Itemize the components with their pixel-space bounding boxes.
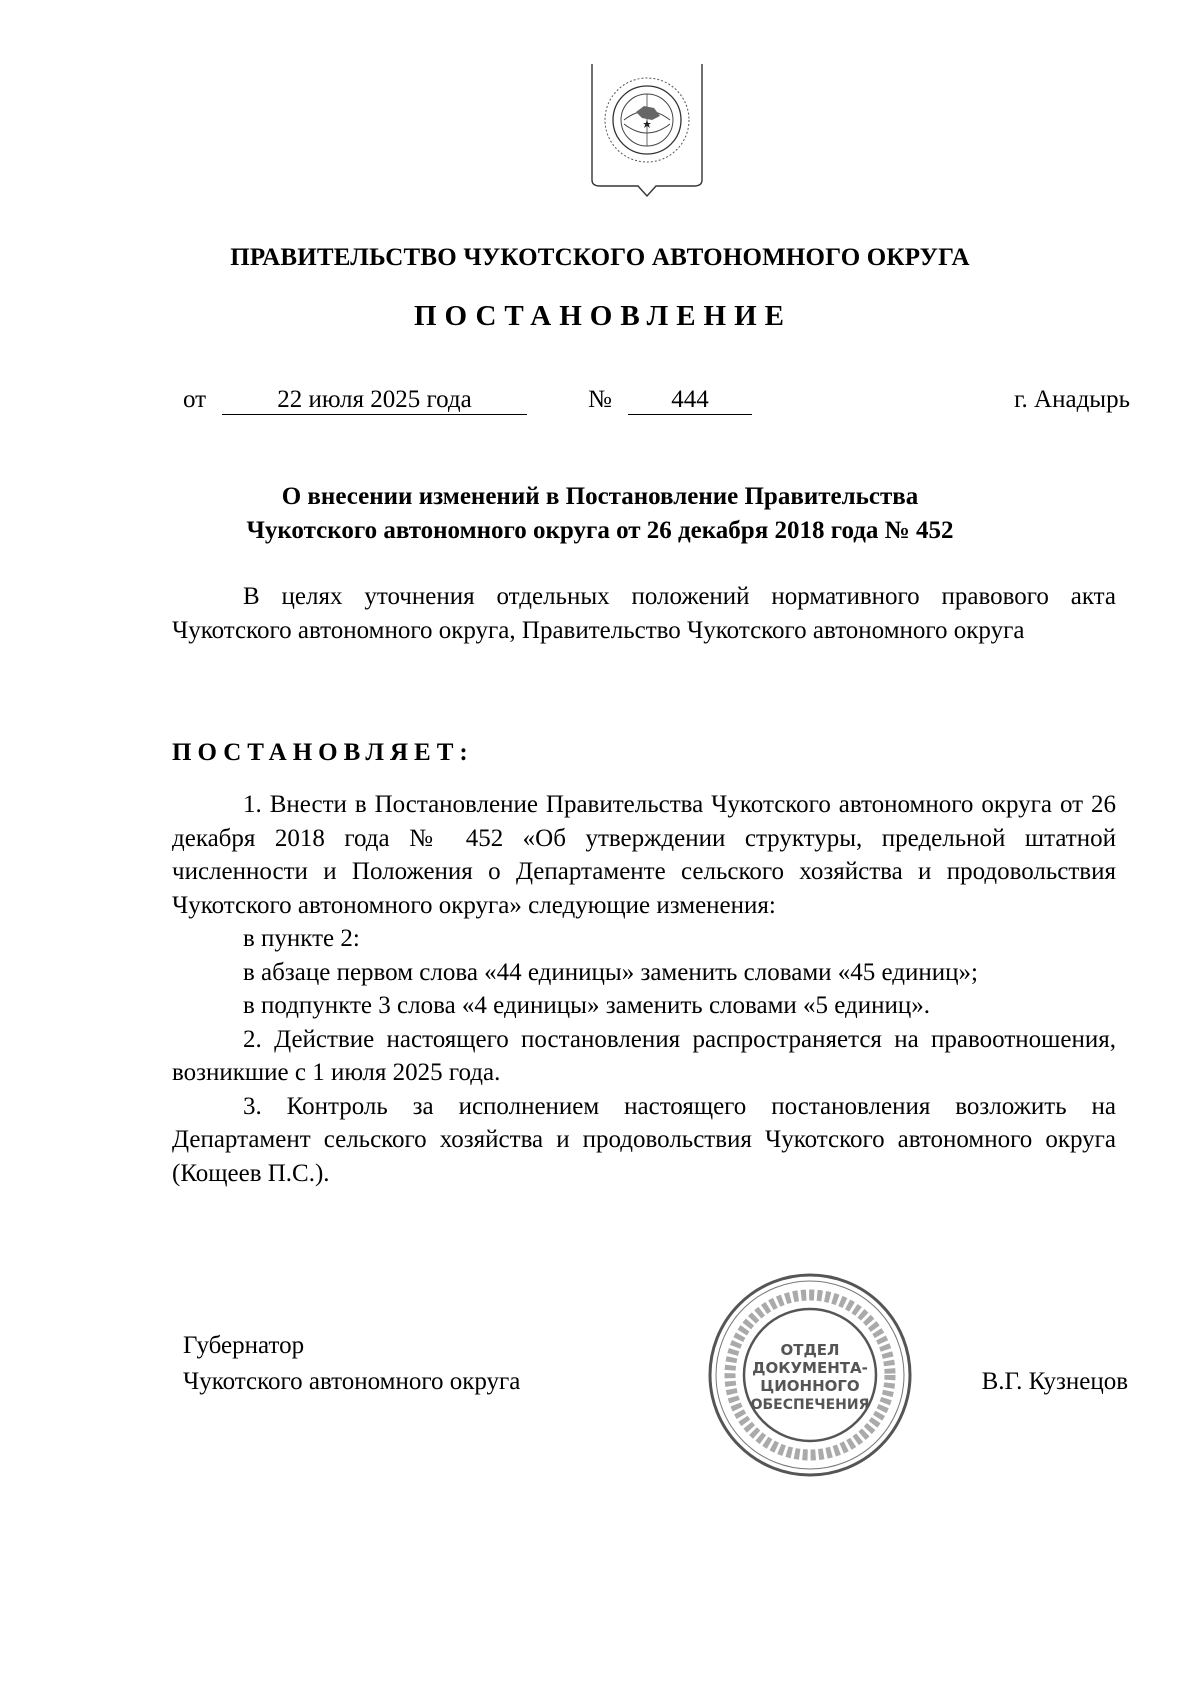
subject-line-2: Чукотского автономного округа от 26 декабря 2018 года № 452 [246, 517, 954, 544]
organization-header: ПРАВИТЕЛЬСТВО ЧУКОТСКОГО АВТОНОМНОГО ОКРУГА [230, 244, 970, 271]
item-1-paragraph: 1. Внести в Постановление Правительства Чукотского автономного округа от 26 декабря 2018 года № 452 «Об утверждении структуры, предельной штатной численности и Положения о Департаменте сельского хозяйства и продовольствия Чукотского автономного округа» следующие изменения: [172, 791, 1116, 919]
item-3-paragraph: 3. Контроль за исполнением настоящего постановления возложить на Департамент сельского хозяйства и продовольствия Чукотского автономного округа (Кощеев П.С.). [172, 1092, 1116, 1187]
item-1a-line: в пункте 2: [243, 925, 360, 952]
document-city: г. Анадырь [1014, 386, 1130, 413]
subject-line-1: О внесении изменений в Постановление Правительства [281, 483, 919, 510]
preamble-paragraph: В целях уточнения отдельных положений нормативного правового акта Чукотского автономного округа, Правительство Чукотского автономного округа [172, 583, 1116, 644]
decree-word: ПОСТАНОВЛЯЕТ: [172, 739, 474, 766]
document-subject [0, 480, 1200, 548]
item-1b-line: в абзаце первом слова «44 единицы» заменить словами «45 единиц»; [243, 958, 978, 986]
official-stamp-icon [705, 1270, 915, 1480]
preamble-block [172, 580, 1116, 647]
decree-items-block [172, 788, 1116, 1190]
document-number: 444 [628, 386, 752, 415]
document-date: 22 июля 2025 года [222, 386, 527, 415]
signatory-title-line-2: Чукотского автономного округа [183, 1368, 521, 1395]
stamp-line-2: ДОКУМЕНТА- [752, 1359, 868, 1377]
signatory-name: В.Г. Кузнецов [981, 1368, 1128, 1395]
signatory-title-line-1: Губернатор [183, 1332, 305, 1359]
stamp-line-1: ОТДЕЛ [780, 1341, 840, 1359]
item-2-paragraph: 2. Действие настоящего постановления распространяется на правоотношения, возникшие с 1 июля 2025 года. [172, 1025, 1116, 1086]
stamp-line-3: ЦИОННОГО [760, 1377, 860, 1395]
stamp-line-4: ОБЕСПЕЧЕНИЯ [750, 1397, 870, 1413]
number-label: № [588, 386, 612, 413]
date-prefix-label: от [183, 386, 207, 413]
document-dateline [0, 386, 1200, 420]
signatory-title [183, 1328, 520, 1400]
item-1c-line: в подпункте 3 слова «4 единицы» заменить словами «5 единиц». [243, 992, 931, 1019]
coat-of-arms-emblem-icon [588, 62, 706, 212]
document-type-title: ПОСТАНОВЛЕНИЕ [413, 300, 792, 332]
